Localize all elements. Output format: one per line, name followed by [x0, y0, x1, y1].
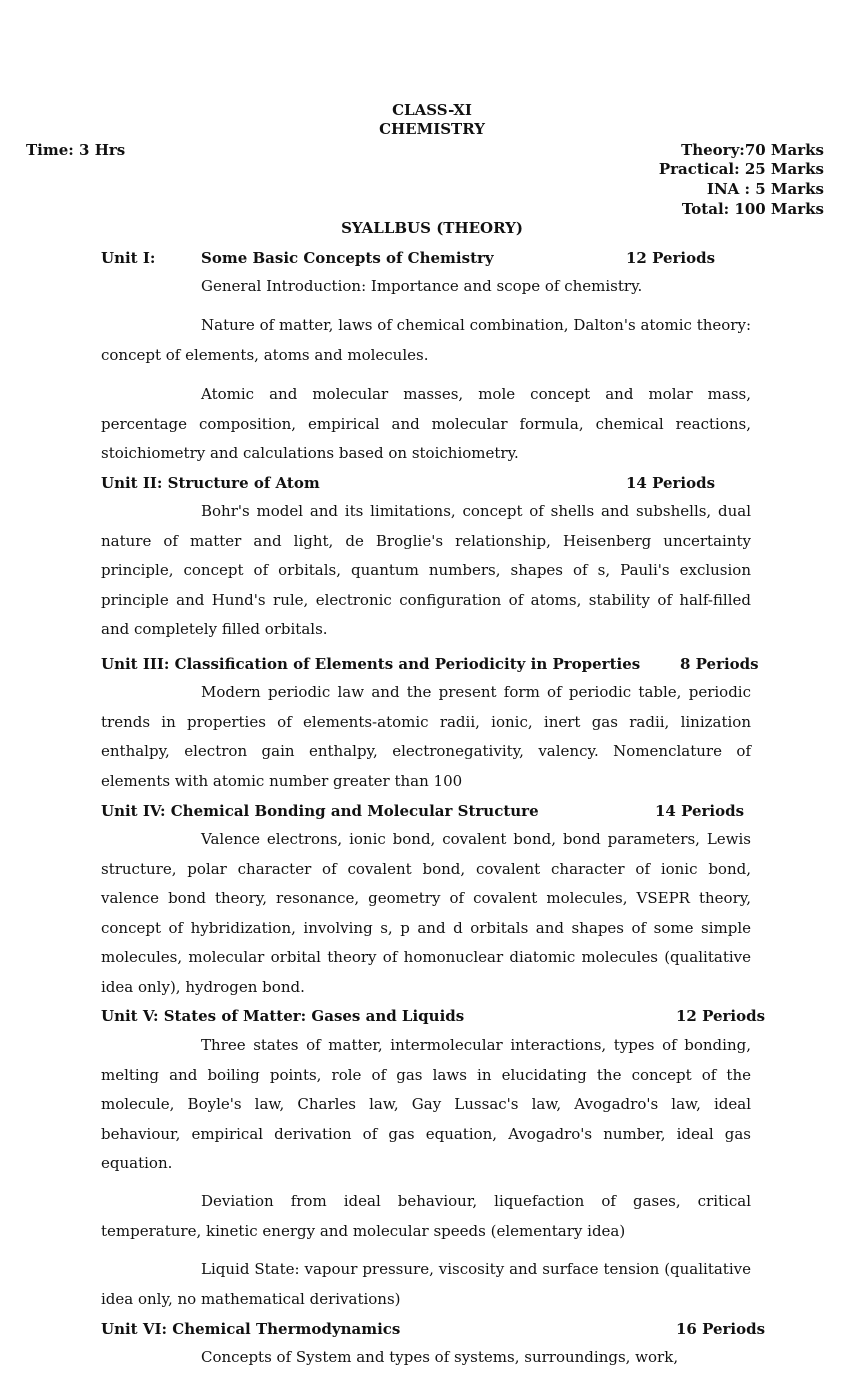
unit-3-heading: Unit III: Classification of Elements and Periodicity in Properties [101, 655, 641, 673]
unit-5-periods: 12 Periods [676, 1007, 766, 1025]
unit-1-paragraph-3: Atomic and molecular masses, mole concept and molar mass, percentage composition, empirical and molecular formula, chemical reactions, stoichiometry and calculations based on stoichiometry. [101, 385, 751, 462]
total-marks: Total: 100 Marks [681, 200, 824, 218]
unit-1-paragraph-2: Nature of matter, laws of chemical combination, Dalton's atomic theory: concept of elements, atoms and molecules. [101, 316, 751, 364]
unit-5-paragraph-2: Deviation from ideal behaviour, liquefaction of gases, critical temperature, kinetic energy and molecular speeds (elementary idea) [101, 1192, 751, 1240]
unit-6-heading: Unit VI: Chemical Thermodynamics [101, 1320, 401, 1338]
unit-4-periods: 14 Periods [655, 802, 745, 820]
unit-6-paragraph-1: Concepts of System and types of systems, surroundings, work, [201, 1348, 679, 1366]
subject-heading: CHEMISTRY [379, 120, 485, 138]
unit-6-periods: 16 Periods [676, 1320, 766, 1338]
unit-1-periods: 12 Periods [626, 249, 716, 267]
unit-4-paragraph-1: Valence electrons, ionic bond, covalent bond, bond parameters, Lewis structure, polar character of covalent bond, covalent character of ionic bond, valence bond theory, resonance, geometry of covalent molecules, VSEPR theory, concept of hybridization, involving s, p and d orbitals and shapes of some simple molecules, molecular orbital theory of homonuclear diatomic molecules (qualitative idea only), hydrogen bond. [101, 830, 751, 996]
unit-3-periods: 8 Periods [680, 655, 759, 673]
unit-3-paragraph-1: Modern periodic law and the present form of periodic table, periodic trends in properties of elements-atomic radii, ionic, inert gas radii, linization enthalpy, electron gain enthalpy, electronegativity, valency. Nomenclature of elements with atomic number greater than 100 [101, 683, 751, 790]
unit-1-paragraph-1: General Introduction: Importance and scope of chemistry. [201, 277, 643, 295]
unit-1-title: Some Basic Concepts of Chemistry [201, 249, 494, 267]
unit-2-periods: 14 Periods [626, 474, 716, 492]
practical-marks: Practical: 25 Marks [658, 160, 824, 178]
unit-5-paragraph-3: Liquid State: vapour pressure, viscosity and surface tension (qualitative idea only, no mathematical derivations) [101, 1260, 751, 1308]
ina-marks: INA : 5 Marks [706, 180, 824, 198]
time-label: Time: 3 Hrs [26, 141, 126, 159]
unit-5-paragraph-1: Three states of matter, intermolecular interactions, types of bonding, melting and boiling points, role of gas laws in elucidating the concept of the molecule, Boyle's law, Charles law, Gay Lussac's law, Avogadro's law, ideal behaviour, empirical derivation of gas equation, Avogadro's number, ideal gas equation. [101, 1036, 751, 1172]
unit-2-paragraph-1: Bohr's model and its limitations, concept of shells and subshells, dual nature of matter and light, de Broglie's relationship, Heisenberg uncertainty principle, concept of orbitals, quantum numbers, shapes of s, Pauli's exclusion principle and Hund's rule, electronic configuration of atoms, stability of half-filled and completely filled orbitals. [101, 502, 751, 638]
unit-5-heading: Unit V: States of Matter: Gases and Liquids [101, 1007, 465, 1025]
unit-2-heading: Unit II: Structure of Atom [101, 474, 320, 492]
unit-1-label: Unit I: [101, 249, 156, 267]
unit-4-heading: Unit IV: Chemical Bonding and Molecular Structure [101, 802, 539, 820]
class-heading: CLASS-XI [392, 101, 472, 119]
theory-marks: Theory:70 Marks [681, 141, 824, 159]
syllabus-title: SYALLBUS (THEORY) [341, 219, 523, 237]
